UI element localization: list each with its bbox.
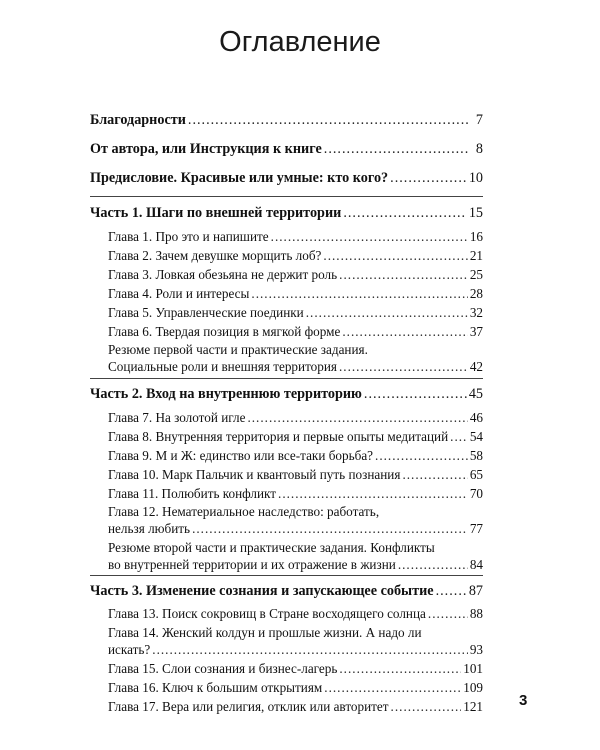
toc-page: 84 — [469, 557, 483, 572]
toc-summary-part-1[interactable] — [108, 341, 483, 375]
leader-dots — [278, 485, 468, 502]
toc-label: Благодарности — [90, 112, 186, 128]
leader-dots — [271, 228, 468, 245]
toc-page: 101 — [463, 661, 483, 676]
toc-label: Глава 11. Полюбить конфликт — [108, 486, 277, 501]
toc-label: Глава 6. Твердая позиция в мягкой форме — [108, 324, 341, 339]
toc-label: Глава 10. Марк Пальчик и квантовый путь познания — [108, 467, 401, 482]
toc-chapter-1[interactable] — [108, 228, 483, 245]
toc-page: 88 — [469, 606, 483, 621]
leader-dots — [390, 170, 467, 187]
toc-page: 77 — [469, 521, 483, 536]
toc-chapter-8[interactable] — [108, 428, 483, 445]
toc-chapter-13[interactable] — [108, 605, 483, 622]
toc-page: 65 — [469, 467, 483, 482]
toc-chapter-5[interactable] — [108, 304, 483, 321]
toc-chapter-2[interactable] — [108, 247, 483, 264]
leader-dots — [152, 641, 468, 658]
toc-page: 16 — [469, 229, 483, 244]
toc-page: 37 — [469, 324, 483, 339]
leader-dots — [339, 266, 468, 283]
toc-page: 21 — [469, 248, 483, 263]
leader-dots — [324, 679, 461, 696]
toc-part-2[interactable] — [90, 386, 483, 403]
toc-label: Глава 3. Ловкая обезьяна не держит роль — [108, 267, 338, 282]
leader-dots — [391, 698, 462, 715]
toc-chapter-9[interactable] — [108, 447, 483, 464]
toc-page: 121 — [463, 699, 483, 714]
toc-chapter-7[interactable] — [108, 409, 483, 426]
leader-dots — [364, 386, 467, 403]
leader-dots — [306, 304, 468, 321]
leader-dots — [375, 447, 468, 464]
toc-label: Глава 9. М и Ж: единство или все-таки борьба? — [108, 448, 374, 463]
toc-page: 42 — [469, 359, 483, 374]
leader-dots — [398, 556, 468, 573]
leader-dots — [402, 466, 467, 483]
leader-dots — [324, 141, 469, 158]
toc-page: 15 — [468, 205, 483, 221]
toc-label: Глава 15. Слои сознания и бизнес-лагерь — [108, 661, 338, 676]
toc-label: Часть 3. Изменение сознания и запускающее событие — [90, 583, 434, 599]
toc-chapter-15[interactable] — [108, 660, 483, 677]
toc-chapter-12[interactable] — [108, 503, 483, 537]
toc-label: искать? — [108, 642, 151, 657]
toc-chapter-3[interactable] — [108, 266, 483, 283]
section-divider — [90, 575, 483, 576]
section-divider — [90, 378, 483, 379]
leader-dots — [251, 285, 467, 302]
toc-page: 58 — [469, 448, 483, 463]
toc-page: 25 — [469, 267, 483, 282]
toc-label: Глава 2. Зачем девушке морщить лоб? — [108, 248, 322, 263]
leader-dots — [247, 409, 467, 426]
section-divider — [90, 196, 483, 197]
toc-part-1[interactable] — [90, 205, 483, 222]
toc-chapter-14[interactable] — [108, 624, 483, 658]
toc-label: Часть 2. Вход на внутреннюю территорию — [90, 386, 362, 402]
leader-dots — [342, 323, 467, 340]
toc-label: Глава 4. Роли и интересы — [108, 286, 250, 301]
toc-page: 70 — [469, 486, 483, 501]
toc-page: 93 — [469, 642, 483, 657]
leader-dots — [188, 112, 469, 129]
toc-label: От автора, или Инструкция к книге — [90, 141, 322, 157]
page-title: Оглавление — [219, 26, 381, 58]
toc-page: 10 — [468, 170, 483, 186]
leader-dots — [428, 605, 468, 622]
leader-dots — [339, 358, 468, 375]
toc-page: 87 — [468, 583, 483, 599]
toc-label-line: Глава 12. Нематериальное наследство: работать, — [108, 504, 380, 519]
toc-label: Глава 17. Вера или религия, отклик или авторитет — [108, 699, 389, 714]
toc-page: 32 — [469, 305, 483, 320]
toc-chapter-11[interactable] — [108, 485, 483, 502]
toc-label-line: Резюме первой части и практические задания. — [108, 342, 368, 357]
toc-page: 8 — [475, 141, 483, 157]
toc-label: Глава 16. Ключ к большим открытиям — [108, 680, 323, 695]
toc-chapter-16[interactable] — [108, 679, 483, 696]
toc-label: Глава 13. Поиск сокровищ в Стране восходящего солнца — [108, 606, 426, 621]
toc-page: 45 — [468, 386, 483, 402]
toc-label: Часть 1. Шаги по внешней территории — [90, 205, 342, 221]
leader-dots — [436, 583, 467, 600]
toc-page: 54 — [469, 429, 483, 444]
toc-chapter-6[interactable] — [108, 323, 483, 340]
toc-label: Социальные роли и внешняя территория — [108, 359, 337, 374]
toc-label-line: Глава 14. Женский колдун и прошлые жизни. А надо ли — [108, 625, 422, 640]
toc-label: во внутренней территории и их отражение в жизни — [108, 557, 396, 572]
toc-entry-author-note[interactable] — [90, 141, 483, 158]
toc-summary-part-2[interactable] — [108, 539, 483, 573]
toc-label: нельзя любить — [108, 521, 191, 536]
toc-entry-preface[interactable] — [90, 170, 483, 187]
toc-label-line: Резюме второй части и практические задания. Конфликты — [108, 540, 435, 555]
leader-dots — [343, 205, 467, 222]
page-number: 3 — [519, 692, 528, 709]
toc-label: Глава 8. Внутренняя территория и первые опыты медитаций — [108, 429, 449, 444]
toc-page: 109 — [463, 680, 483, 695]
toc-label: Предисловие. Красивые или умные: кто кого? — [90, 170, 389, 186]
toc-chapter-10[interactable] — [108, 466, 483, 483]
toc-chapter-17[interactable] — [108, 698, 483, 715]
leader-dots — [339, 660, 461, 677]
leader-dots — [450, 428, 468, 445]
toc-label: Глава 1. Про это и напишите — [108, 229, 269, 244]
toc-page: 28 — [469, 286, 483, 301]
leader-dots — [192, 520, 468, 537]
toc-page: 7 — [475, 112, 483, 128]
toc-chapter-4[interactable] — [108, 285, 483, 302]
toc-part-3[interactable] — [90, 583, 483, 600]
toc-label: Глава 7. На золотой игле — [108, 410, 246, 425]
toc-page: 46 — [469, 410, 483, 425]
leader-dots — [323, 247, 467, 264]
toc-entry-acknowledgements[interactable] — [90, 112, 483, 129]
toc-label: Глава 5. Управленческие поединки — [108, 305, 304, 320]
